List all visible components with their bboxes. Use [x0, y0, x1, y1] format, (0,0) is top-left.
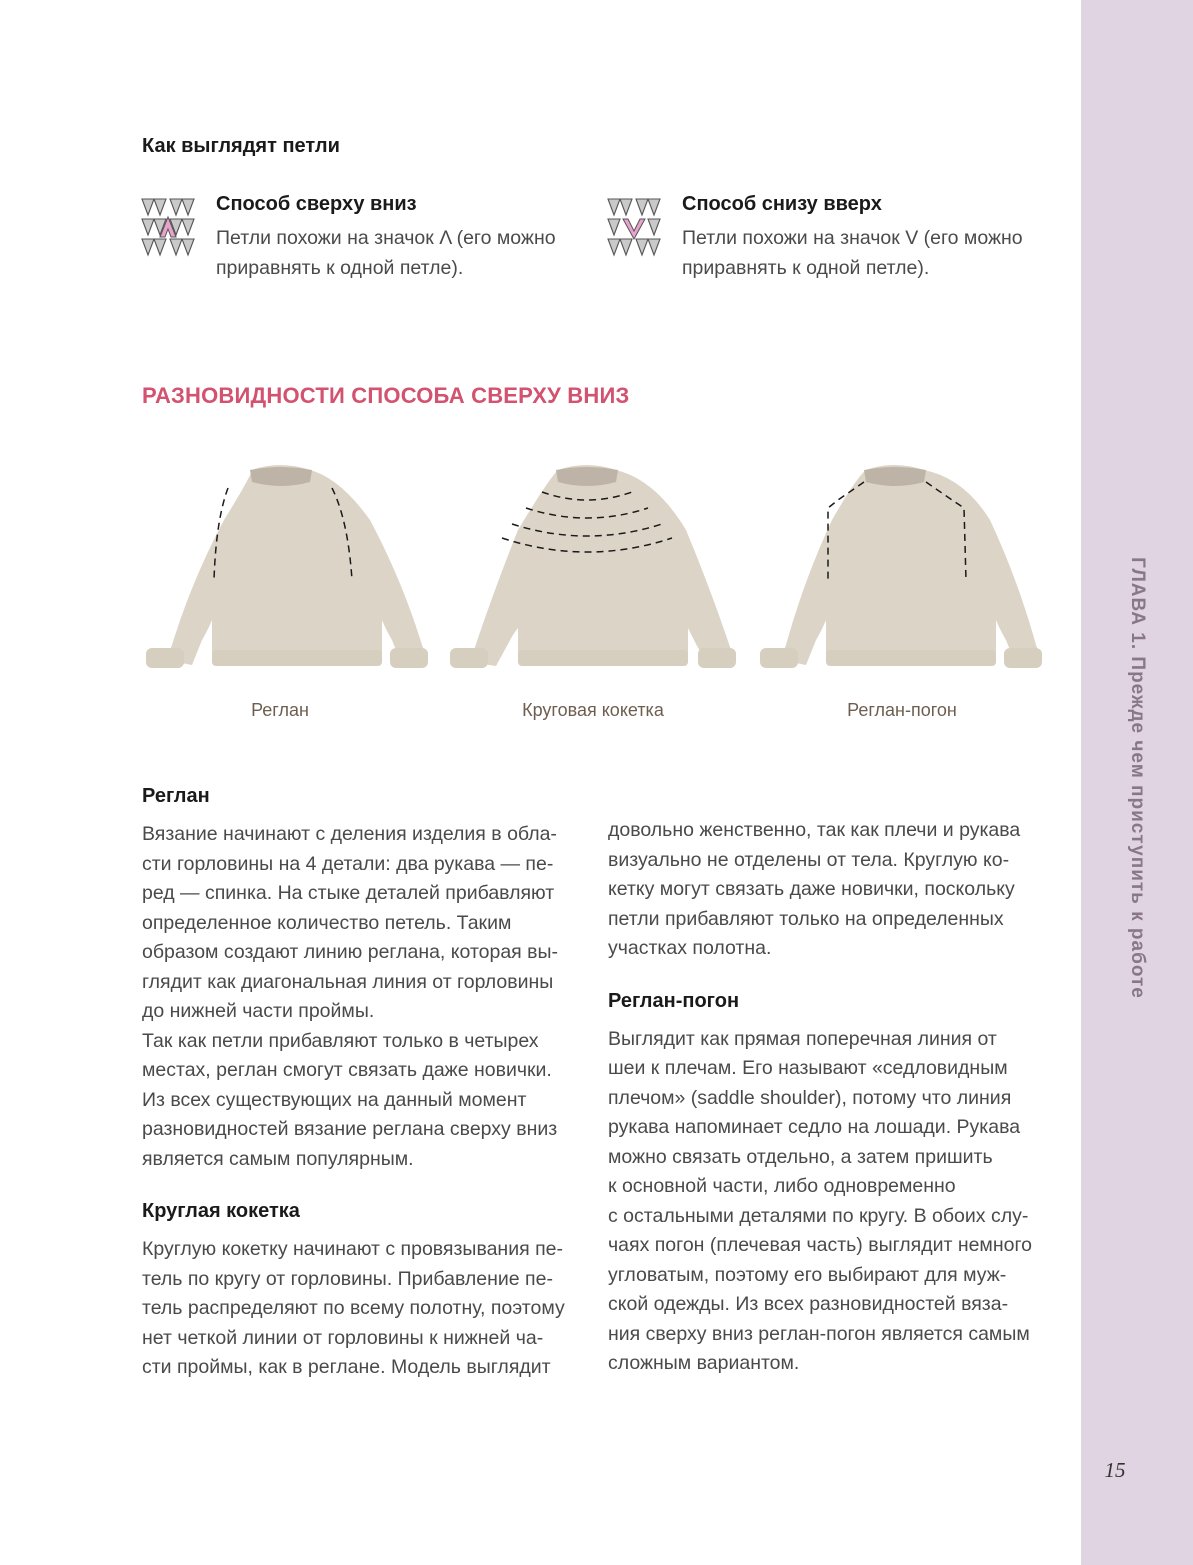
sweater-illustrations — [140, 460, 1050, 690]
stitch-v-icon — [606, 195, 662, 267]
sweater-raglan-illustration — [146, 465, 428, 668]
method-bottom-up-desc: Петли похожи на значок V (его можно приравнять к одной петле). — [682, 227, 1023, 279]
label-saddle: Реглан-погон — [847, 700, 957, 720]
sweater-round-yoke-illustration — [450, 465, 736, 668]
method-top-down-desc: Петли похожи на значок Λ (его можно приравнять к одной петле). — [216, 227, 556, 279]
loops-heading: Как выглядят петли — [142, 135, 340, 157]
label-raglan: Реглан — [251, 700, 309, 720]
round-yoke-heading: Круглая кокетка — [142, 1200, 300, 1222]
left-column — [142, 785, 582, 1383]
method-bottom-up-title: Способ снизу вверх — [682, 193, 882, 215]
saddle-heading: Реглан-погон — [608, 989, 740, 1012]
raglan-heading: Реглан — [142, 785, 210, 807]
raglan-paragraph-1: Вязание начинают с деления изделия в обла- сти горловины на 4 детали: два рукава — пе- ред — спинка. На стыке деталей прибавляют определенное количество петель. Таким образом создают линию реглана, которая вы- глядит как диагональная линия от горловины до нижней части проймы. — [142, 823, 559, 1022]
round-yoke-paragraph-continued: довольно женственно, так как плечи и рукава визуально не отделены от тела. Круглую ко- кетку могут связать даже новички, поскольку петли прибавляют только на определенных участках полотна. — [608, 819, 1021, 959]
raglan-paragraph-2: Так как петли прибавляют только в четырех местах, реглан смогут связать даже новички. Из всех существующих на данный момент разновидностей вязание реглана сверху вниз является самым популярным. — [142, 1029, 558, 1170]
label-round-yoke: Круговая кокетка — [522, 700, 664, 720]
round-yoke-paragraph: Круглую кокетку начинают с провязывания пе- тель по кругу от горловины. Прибавление пе- тель распределяют по всему полотну, поэтому нет четкой линии от горловины к нижней ча- сти проймы, как в реглане. Модель выглядит — [142, 1238, 565, 1378]
right-column — [608, 816, 1048, 1379]
method-top-down-title: Способ сверху вниз — [216, 193, 417, 215]
chapter-title: ГЛАВА 1. Прежде чем приступить к работе — [1127, 557, 1148, 999]
sweater-saddle-illustration — [760, 465, 1042, 668]
variants-heading: РАЗНОВИДНОСТИ СПОСОБА СВЕРХУ ВНИЗ — [142, 383, 630, 408]
saddle-paragraph: Выглядит как прямая поперечная линия от шеи к плечам. Его называют «седловидным плечом» (saddle shoulder), потому что линия рукава напоминает седло на лошади. Рукава можно связать отдельно, а затем пришить к основной части, либо одновременно с остальными деталями по кругу. В обоих слу- чаях погон (плечевая часть) выглядит немного угловатым, поэтому его выбирают для муж- ской одежды. Из всех разновидностей вяза- ния сверху вниз реглан-погон является самым сложным вариантом. — [608, 1027, 1032, 1374]
page-number: 15 — [1104, 1458, 1126, 1482]
stitch-lambda-icon — [140, 195, 196, 267]
